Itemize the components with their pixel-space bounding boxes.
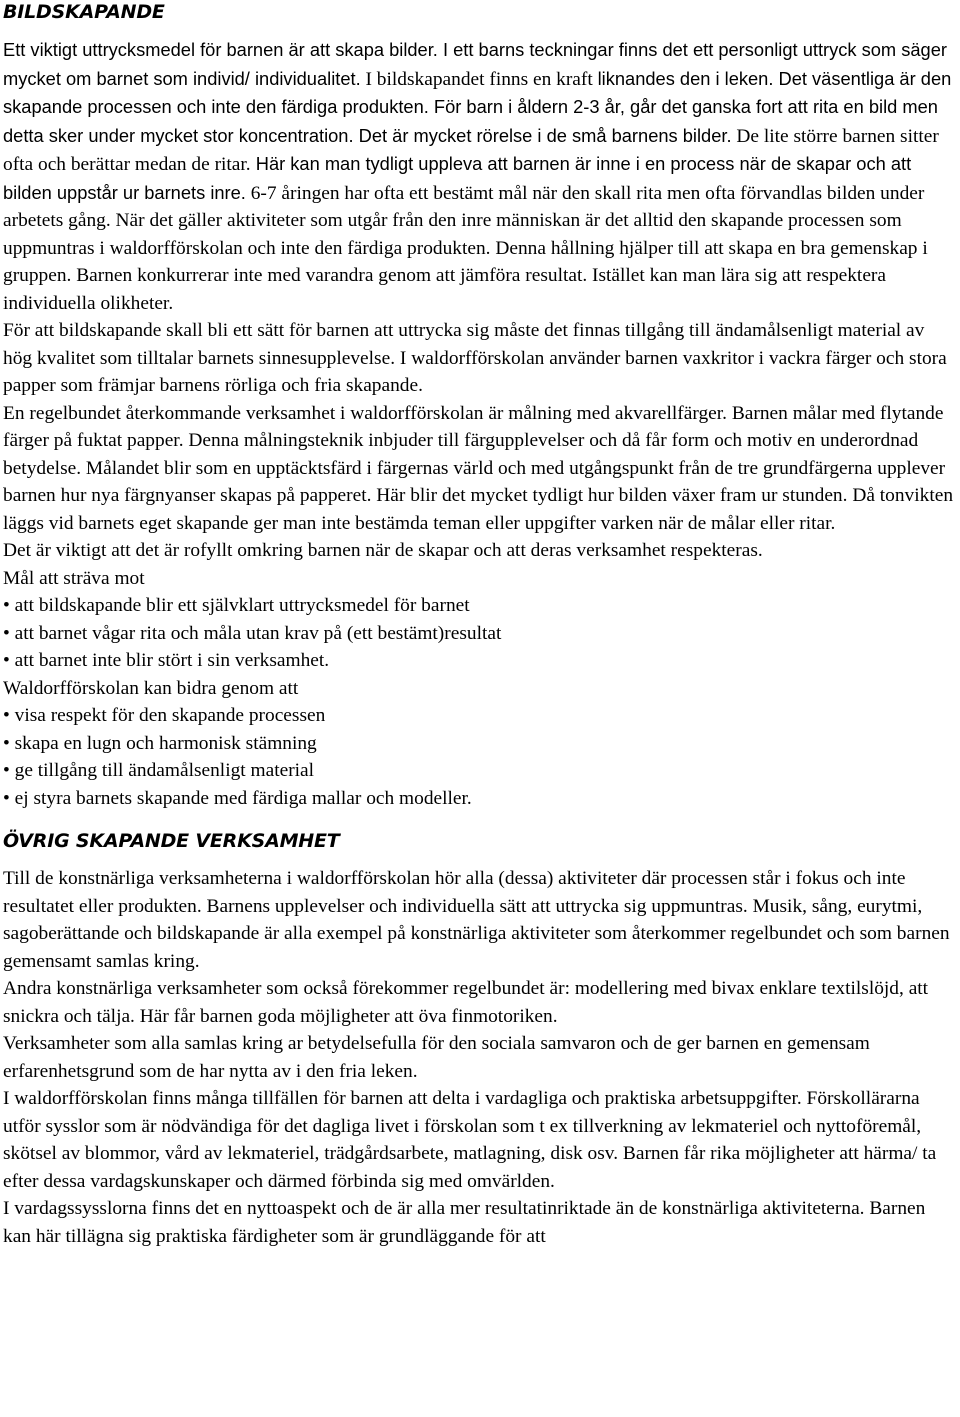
paragraph-process: Till de konstnärliga verksamheterna i waldorfförskolan hör alla (dessa) aktiviteter där processen står i fokus och inte resultatet eller produkten. Barnens upplevelser och individuella sätt att uttrycka sig uppmuntras. Musik, sång, eurytmi, sagoberättande och bildskapande är alla exempel på konstnärliga aktiviteter som återkommer regelbundet och som barnen gemensamt samlas kring. (3, 868, 950, 972)
list-item: • ge tillgång till ändamålsenligt material (3, 760, 315, 781)
section-body-ovrig (3, 865, 956, 1250)
text-run: I bildskapandet finns en kraft (360, 68, 593, 90)
paragraph-intro (3, 36, 956, 317)
list-item: • ej styra barnets skapande med färdiga mallar och modeller. (3, 787, 472, 809)
list-item: • skapa en lugn och harmonisk stämning (3, 732, 317, 754)
paragraph-calm: Det är viktigt att det är rofyllt omkring barnen när de skapar och att deras verksamhet respekteras. (3, 540, 763, 561)
list-item: • att barnet vågar rita och måla utan krav på (ett bestämt)resultat (3, 622, 502, 644)
goals-title: Mål att sträva mot (3, 567, 145, 589)
paragraph-material: För att bildskapande skall bli ett sätt för barnen att uttrycka sig måste det finnas tillgång till ändamålsenligt material av hög kvalitet som tilltalar barnets sinnesupplevelse. I waldorfförskolan använder barnen vaxkritor i vackra färger och stora papper som främjar barnens rörliga och fria skapande. (3, 320, 947, 396)
paragraph-social: Verksamheter som alla samlas kring ar betydelsefulla för den sociala samvaron och de ger barnen en gemensam erfarenhetsgrund som de har nytta av i den fria leken. (3, 1033, 870, 1082)
text-run: liknandes den i leken. Det väsentliga är den skapande processen och inte den färdiga produkten. För barn i åldern 2-3 år, går det ganska fort att rita en bild men detta sker under mycket stor koncentration. Det är mycket rörelse i de små barnens bilder. (3, 67, 952, 146)
section-heading-ovrig: ÖVRIG SKAPANDE VERKSAMHET (3, 830, 340, 852)
paragraph-painting: En regelbundet återkommande verksamhet i waldorfförskolan är målning med akvarellfärger. Barnen målar med flytande färger på fuktat papper. Denna målningsteknik inbjuder till färgupplevelser och då får form och motiv en underordnad betydelse. Målandet blir som en upptäcktsfärd i färgernas värld och med utgångspunkt från de tre grundfärgerna upplever barnen hur nya färgnyanser skapas på papperet. Här blir det mycket tydligt hur bilden växer fram ur stunden. Då tonvikten läggs vid barnets eget skapande ger man inte bestämda teman eller uppgifter varken när de målar eller ritar. (3, 402, 954, 534)
section-body-bildskapande (3, 36, 956, 812)
paragraph-crafts: Andra konstnärliga verksamheter som också förekommer regelbundet är: modellering med bivax enklare textilslöjd, att snickra och tälja. Här får barnen goda möjligheter att öva finmotoriken. (3, 978, 929, 1027)
section-heading-bildskapande: BILDSKAPANDE (3, 1, 165, 23)
text-run: Ett viktigt uttrycksmedel för barnen är att skapa bilder. I ett barns teckningar finns det ett personligt uttryck som säger mycket om barnet som individ/ individualitet. (3, 39, 947, 89)
text-run: Här kan man tydligt uppleva att barnen är inne i en process när de skapar och att bilden uppstår ur barnets inre. (3, 153, 912, 203)
paragraph-practical: I waldorfförskolan finns många tillfällen för barnen att delta i vardagliga och praktiska arbetsuppgifter. Förskollärarna utför sysslor som är nödvändiga för det dagliga livet i förskolan som t ex tillverkning av lekmateriel och nyttoföremål, skötsel av blommor, vård av lekmateriel, trädgårdsarbete, matlagning, disk osv. Barnen får rika möjligheter att härma/ ta efter dessa vardagskunskaper och därmed förbinda sig med omvärlden. (3, 1088, 937, 1192)
list-item: • visa respekt för den skapande processen (3, 705, 326, 726)
list-item: • att barnet inte blir stört i sin verksamhet. (3, 650, 330, 671)
list-item: • att bildskapande blir ett självklart uttrycksmedel för barnet (3, 595, 470, 616)
text-run: De lite större barnen sitter ofta och berättar medan de ritar. (3, 125, 939, 175)
contrib-title: Waldorfförskolan kan bidra genom att (3, 677, 299, 699)
text-run: 6-7 åringen har ofta ett bestämt mål när den skall rita men ofta förvandlas bilden under arbetets gång. När det gäller aktiviteter som utgår från den inre människan är det alltid den skapande processen som uppmuntras i waldorfförskolan och inte den färdiga produkten. Denna hållning hjälper till att skapa en bra gemenskap i gruppen. Barnen konkurrerar inte med varandra genom att jämföra resultat. Istället kan man lära sig att respektera individuella olikheter. (3, 182, 928, 314)
paragraph-everyday: I vardagssysslorna finns det en nyttoaspekt och de är alla mer resultatinriktade än de konstnärliga aktiviteterna. Barnen kan här tillägna sig praktiska färdigheter som är grundläggande för att (3, 1198, 926, 1247)
